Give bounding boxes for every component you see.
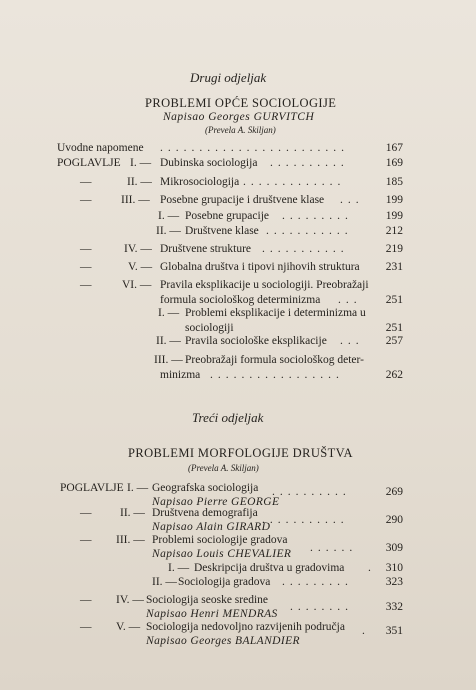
toc-entry: — V. — Globalna društva i tipovi njihovih struktura 231 (80, 261, 403, 273)
toc-entry: — II. — Mikrosociologija ............. 185 (80, 176, 403, 188)
toc-entry: POGLAVLJE I. — Geografska sociologija Napisao Pierre GEORGE .......... 269 (60, 482, 403, 508)
toc-entry: I. — Deskripcija društva u gradovima . 310 (168, 562, 403, 574)
toc-entry: II. — Sociologija gradova ......... 323 (152, 576, 403, 588)
toc-entry: II. — Društvene klase ........... 212 (156, 225, 403, 237)
toc-entry: Uvodne napomene ........................ 167 (57, 142, 403, 154)
toc-entry: — III. — Problemi sociologije gradova Napisao Louis CHEVALIER ...... 309 (80, 534, 403, 560)
toc-entry: I. — Posebne grupacije ......... 199 (158, 210, 403, 222)
toc-entry: — VI. — Pravila eksplikacije u sociologiji. Preobražaji formula sociološkog determinizma ... 251 (80, 279, 403, 306)
toc-entry: POGLAVLJE I. — Dubinska sociologija .......... 169 (57, 157, 403, 169)
section-author: Napisao Georges GURVITCH (163, 111, 315, 123)
toc-entry: — IV. — Društvene strukture ........... 219 (80, 243, 403, 255)
toc-entry: — III. — Posebne grupacije i društvene klase ... 199 (80, 194, 403, 206)
toc-entry: — IV. — Sociologija seoske sredine Napisao Henri MENDRAS ........ 332 (80, 594, 403, 620)
toc-entry: III. — Preobražaji formula sociološkog deter- minizma ................. 262 (154, 354, 403, 381)
toc-entry: II. — Pravila sociološke eksplikacije ... 257 (156, 335, 403, 347)
section-heading: Drugi odjeljak (190, 70, 267, 85)
section-heading: Treći odjeljak (192, 410, 264, 425)
toc-entry: I. — Problemi eksplikacije i determinizma u sociologiji 251 (158, 307, 403, 334)
toc-entry: — V. — Sociologija nedovoljno razvijenih područja Napisao Georges BALANDIER . 351 (80, 621, 403, 647)
section-title: PROBLEMI OPĆE SOCIOLOGIJE (145, 96, 337, 110)
section-title: PROBLEMI MORFOLOGIJE DRUŠTVA (128, 446, 353, 460)
section-translator: (Prevela A. Skiljan) (188, 463, 259, 473)
toc-entry: — II. — Društvena demografija Napisao Alain GIRARD ........... 290 (80, 507, 403, 533)
section-translator: (Prevela A. Skiljan) (205, 125, 276, 135)
